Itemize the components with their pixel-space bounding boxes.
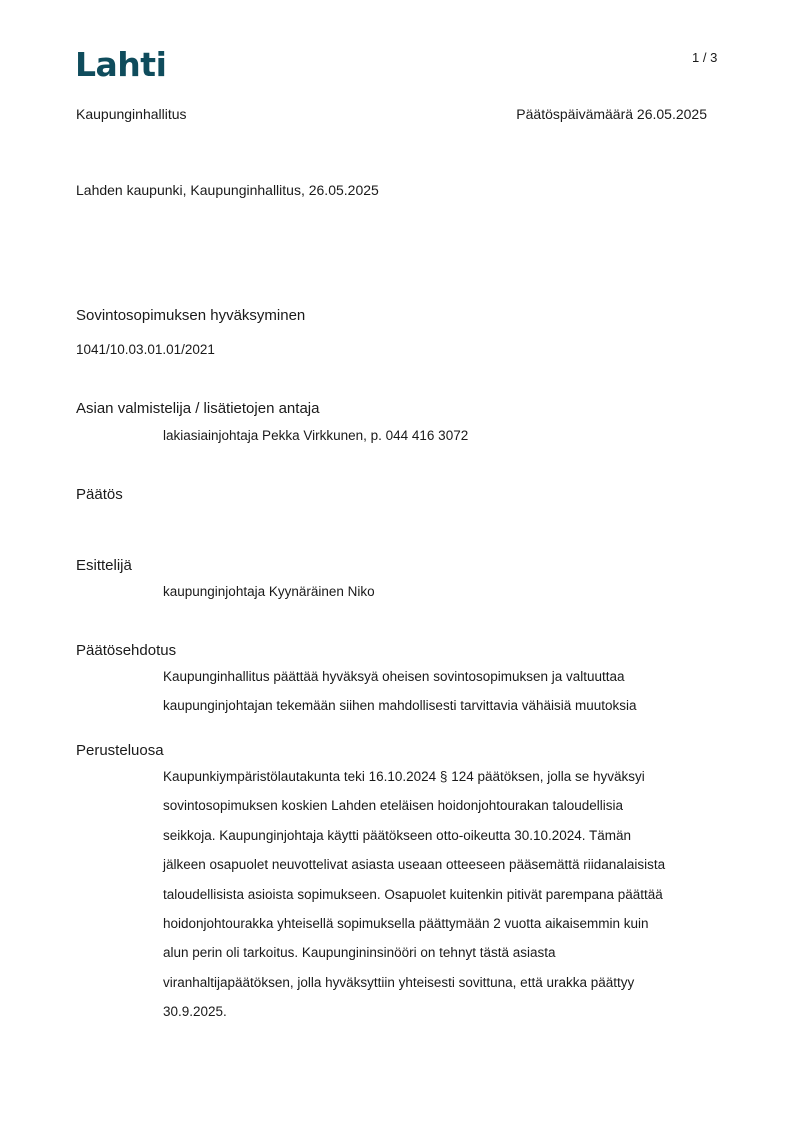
- presenter-heading: Esittelijä: [76, 557, 132, 574]
- proposal-line: Kaupunginhallitus päättää hyväksyä oheisen sovintosopimuksen ja valtuuttaa: [163, 669, 625, 684]
- proposal-heading: Päätösehdotus: [76, 642, 177, 659]
- reasoning-line: sovintosopimuksen koskien Lahden eteläisen hoidonjohtourakan taloudellisia: [163, 798, 624, 814]
- proposal-line: kaupunginjohtajan tekemään siihen mahdollisesti tarvittavia vähäisiä muutoksia: [163, 698, 637, 713]
- reasoning-line: Kaupunkiympäristölautakunta teki 16.10.2024 § 124 päätöksen, jolla se hyväksyi: [163, 769, 645, 784]
- decision-heading: Päätös: [76, 486, 123, 503]
- document-subtitle: Lahden kaupunki, Kaupunginhallitus, 26.05.2025: [76, 182, 379, 198]
- reference-number: 1041/10.03.01.01/2021: [76, 342, 215, 357]
- reasoning-line: jälkeen osapuolet neuvottelivat asiasta useaan otteeseen pääsemättä riidanalaisista: [163, 857, 666, 873]
- reasoning-heading: Perusteluosa: [76, 742, 164, 759]
- reasoning-line: viranhaltijapäätöksen, jolla hyväksyttiin yhteisesti sovittuna, että urakka päättyy: [163, 974, 635, 990]
- decision-date: Päätöspäivämäärä 26.05.2025: [516, 106, 707, 122]
- page-number: 1 / 3: [692, 50, 718, 65]
- reasoning-line: seikkoja. Kaupunginjohtaja käytti päätökseen otto-oikeutta 30.10.2024. Tämän: [163, 827, 632, 843]
- reasoning-line: 30.9.2025.: [163, 1004, 227, 1020]
- lahti-logo: Lahti: [75, 45, 167, 84]
- organization-name: Kaupunginhallitus: [76, 106, 187, 122]
- reasoning-line: hoidonjohtourakka yhteisellä sopimuksella päättymään 2 vuotta aikaisemmin kuin: [163, 916, 649, 932]
- preparer-heading: Asian valmistelija / lisätietojen antaja: [76, 400, 320, 417]
- preparer-text: lakiasiainjohtaja Pekka Virkkunen, p. 044 416 3072: [163, 428, 469, 443]
- reasoning-line: taloudellisista asioista sopimukseen. Osapuolet kuitenkin pitivät parempana päättää: [163, 886, 663, 902]
- reasoning-line: alun perin oli tarkoitus. Kaupungininsinööri on tehnyt tästä asiasta: [163, 945, 556, 961]
- presenter-text: kaupunginjohtaja Kyynäräinen Niko: [163, 584, 375, 599]
- reasoning-paragraph: [163, 762, 728, 1027]
- document-title: Sovintosopimuksen hyväksyminen: [76, 307, 306, 324]
